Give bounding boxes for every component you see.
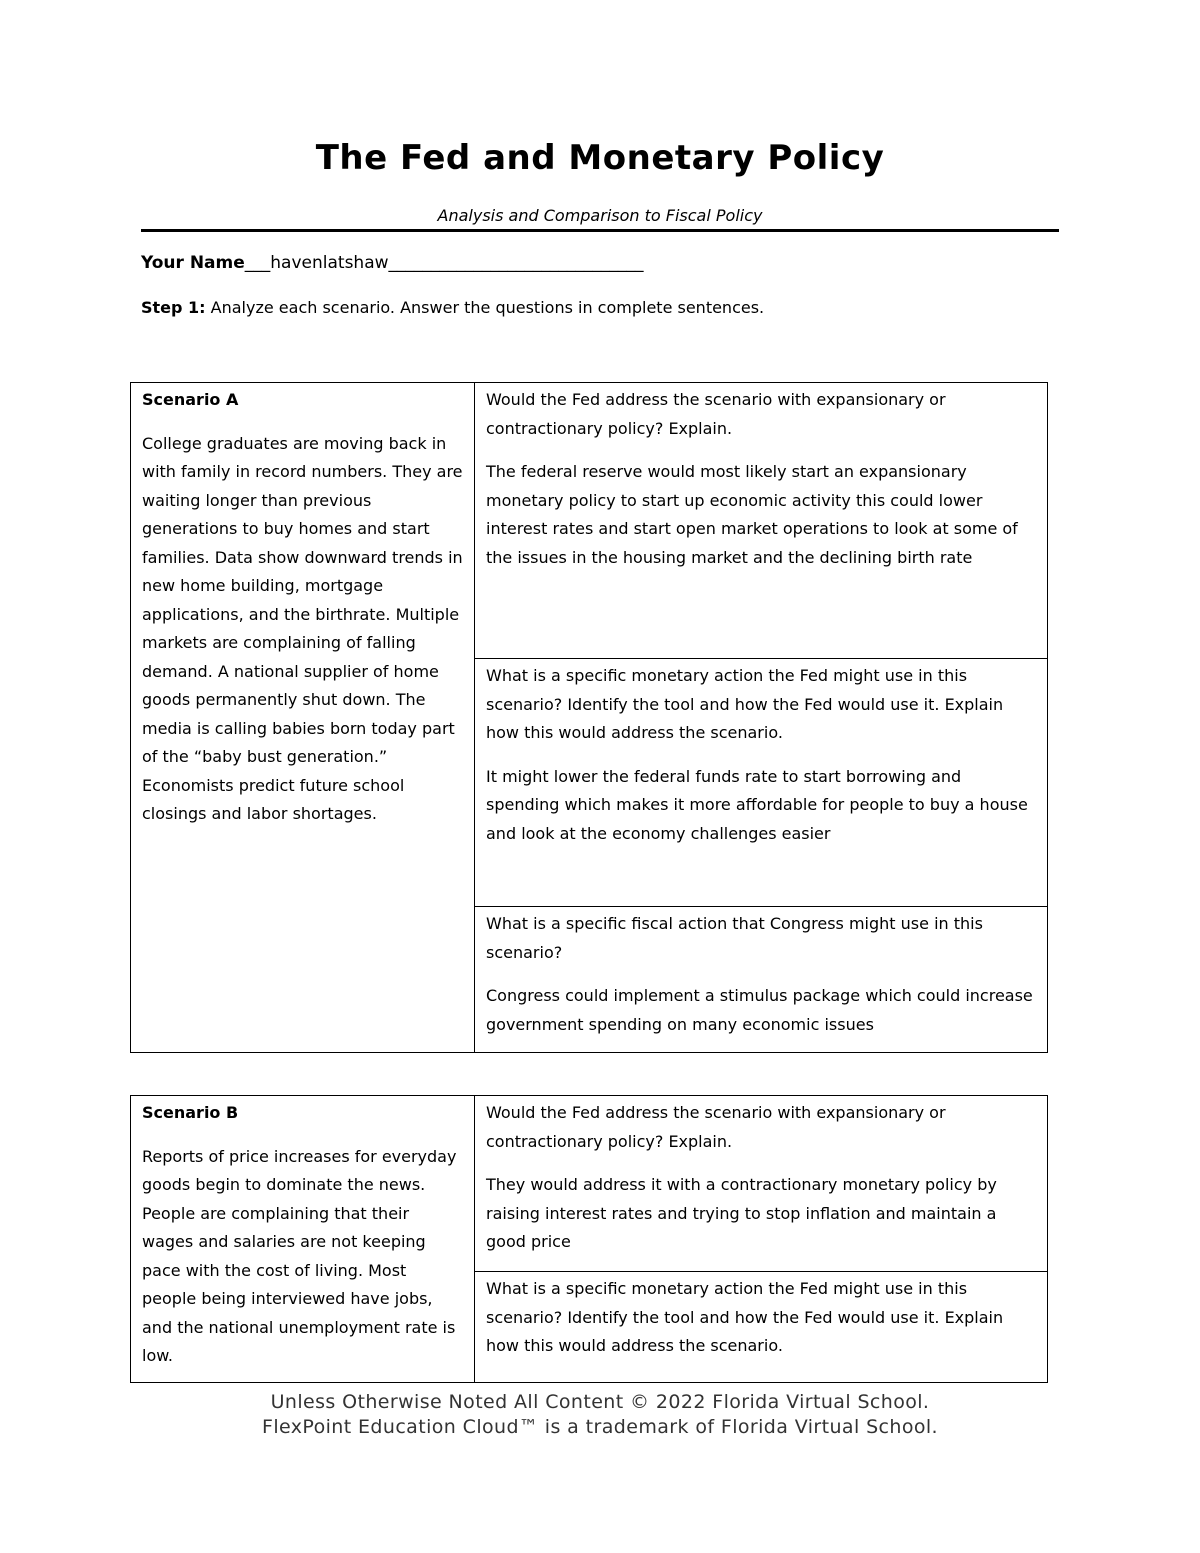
step-instructions	[141, 298, 764, 317]
footer-trademark: FlexPoint Education Cloud™ is a trademark of Florida Virtual School.	[262, 1416, 938, 1438]
scenario-b-question-1: Would the Fed address the scenario with expansionary or contractionary policy? Explain.	[486, 1103, 946, 1151]
scenario-a-description: College graduates are moving back in with family in record numbers. They are waiting longer than previous generations to buy homes and start families. Data show downward trends in new home building, mortgage applications, and the birthrate. Multiple markets are complaining of falling demand. A national supplier of home goods permanently shut down. The media is calling babies born today part of the “baby bust generation.” Economists predict future school closings and labor shortages.	[142, 433, 463, 823]
scenario-a-question-1: Would the Fed address the scenario with expansionary or contractionary policy? Explain.	[486, 390, 946, 438]
scenario-a-q3-cell[interactable]	[475, 907, 1048, 1053]
step-text: Analyze each scenario. Answer the questions in complete sentences.	[205, 298, 765, 317]
name-field[interactable]	[141, 253, 644, 273]
scenario-b-question-2: What is a specific monetary action the Fed might use in this scenario? Identify the tool and how the Fed would use it. Explain how this would address the scenario.	[486, 1279, 1004, 1355]
scenario-b-title: Scenario B	[142, 1103, 239, 1122]
scenario-b-answer-1[interactable]: They would address it with a contractionary monetary policy by raising interest rates and trying to stop inflation and maintain a good price	[486, 1175, 997, 1251]
step-label: Step 1:	[141, 298, 206, 317]
scenario-a-question-2: What is a specific monetary action the Fed might use in this scenario? Identify the tool and how the Fed would use it. Explain how this would address the scenario.	[486, 666, 1004, 742]
scenario-a-description-cell	[131, 383, 475, 1053]
scenario-a-title: Scenario A	[142, 390, 239, 409]
header-divider	[141, 229, 1059, 232]
scenario-a-q2-cell[interactable]	[475, 659, 1048, 907]
scenario-b-table	[130, 1095, 1048, 1383]
name-label: Your Name	[141, 253, 245, 273]
scenario-a-table	[130, 382, 1048, 1053]
scenario-b-q2-cell[interactable]	[475, 1272, 1048, 1383]
scenario-a-question-3: What is a specific fiscal action that Congress might use in this scenario?	[486, 914, 983, 962]
scenario-a-q1-cell[interactable]	[475, 383, 1048, 659]
scenario-b-q1-cell[interactable]	[475, 1096, 1048, 1272]
scenario-a-answer-3[interactable]: Congress could implement a stimulus package which could increase government spending on many economic issues	[486, 986, 1033, 1034]
page-title: The Fed and Monetary Policy	[315, 138, 885, 178]
scenario-b-description-cell	[131, 1096, 475, 1383]
name-value[interactable]: ___havenlatshaw______________________________	[244, 253, 644, 273]
scenario-a-answer-2[interactable]: It might lower the federal funds rate to start borrowing and spending which makes it more affordable for people to buy a house and look at the economy challenges easier	[486, 766, 1028, 843]
footer	[0, 1390, 1200, 1440]
scenario-a-answer-1[interactable]: The federal reserve would most likely start an expansionary monetary policy to start up economic activity this could lower interest rates and start open market operations to look at some of the issues in the housing market and the declining birth rate	[486, 462, 1018, 567]
footer-copyright: Unless Otherwise Noted All Content © 2022 Florida Virtual School.	[270, 1391, 930, 1413]
page-subtitle: Analysis and Comparison to Fiscal Policy	[437, 206, 763, 225]
scenario-b-description: Reports of price increases for everyday goods begin to dominate the news. People are complaining that their wages and salaries are not keeping pace with the cost of living. Most people being interviewed have jobs, and the national unemployment rate is low.	[142, 1146, 457, 1365]
